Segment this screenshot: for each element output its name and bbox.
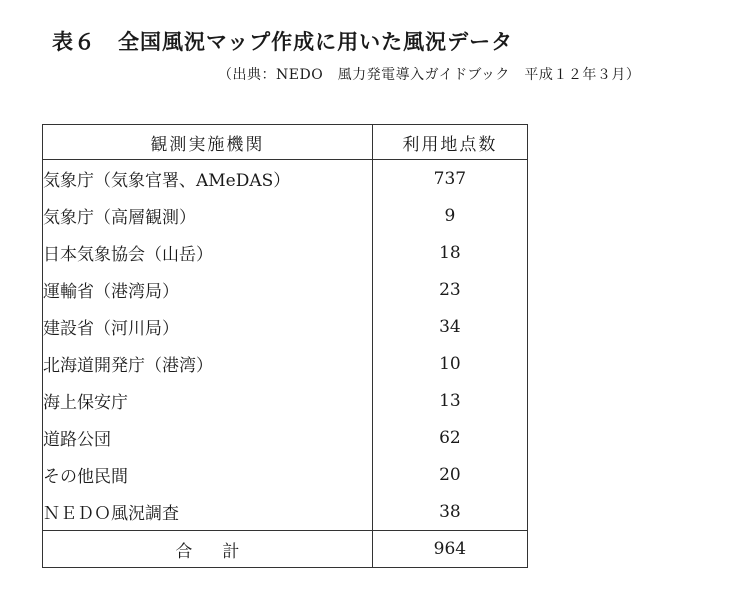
title-text: 全国風況マップ作成に用いた風況データ [118,30,514,54]
document-title [52,26,513,56]
source-citation: （出典：NEDO 風力発電導入ガイドブック 平成１２年３月） [218,67,641,83]
table-row [43,271,528,308]
organization-cell: ＮＥＤＯ風況調査 [43,504,179,524]
header-site-count: 利用地点数 [372,125,527,160]
count-cell: 9 [372,197,527,234]
table-row [43,197,528,234]
table-row [43,160,528,198]
table-row [43,308,528,345]
organization-cell: 道路公団 [43,430,111,450]
header-organization: 観測実施機関 [43,125,373,160]
table-row [43,234,528,271]
organization-cell: 気象庁（気象官署、AMeDAS） [43,171,291,191]
count-cell: 13 [372,382,527,419]
count-cell: 10 [372,345,527,382]
total-label: 合計 [43,531,373,568]
total-row [43,531,528,568]
organization-cell: 海上保安庁 [43,393,128,413]
count-cell: 62 [372,419,527,456]
count-cell: 38 [372,493,527,531]
table-number: 表６ [52,30,96,54]
count-cell: 20 [372,456,527,493]
table-row [43,382,528,419]
organization-cell: 気象庁（高層観測） [43,208,196,228]
table-row [43,493,528,531]
count-cell: 737 [372,160,527,198]
table-row [43,419,528,456]
organization-cell: 運輸省（港湾局） [43,282,179,302]
total-count: 964 [372,531,527,568]
organization-cell: 建設省（河川局） [43,319,179,339]
table-row [43,456,528,493]
organization-cell: 北海道開発庁（港湾） [43,356,213,376]
organization-cell: 日本気象協会（山岳） [43,245,213,265]
organization-cell: その他民間 [43,467,128,487]
count-cell: 23 [372,271,527,308]
count-cell: 18 [372,234,527,271]
count-cell: 34 [372,308,527,345]
table-row [43,345,528,382]
table-header-row [43,125,528,160]
wind-data-table [42,124,528,568]
